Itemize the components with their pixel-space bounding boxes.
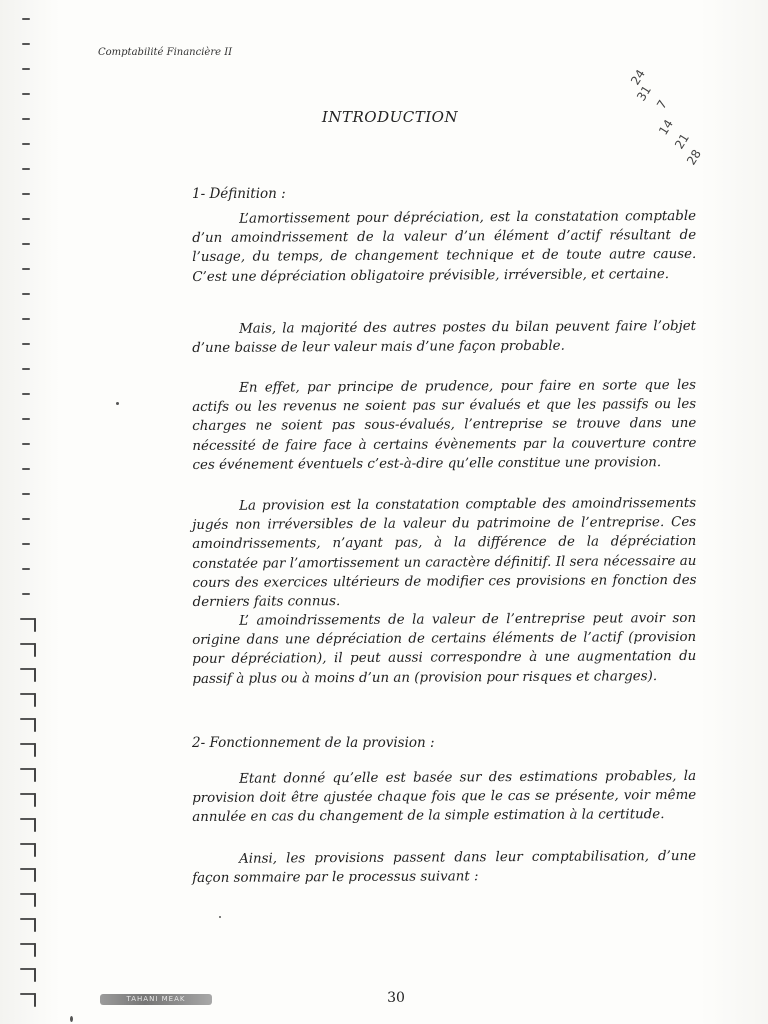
- running-head: Comptabilité Financière II: [98, 47, 233, 58]
- binding-mark: [22, 443, 30, 445]
- handwritten-note: 7: [654, 97, 670, 112]
- binding-hook: [34, 993, 36, 1007]
- binding-mark: [22, 393, 30, 395]
- binding-hook: [34, 618, 36, 632]
- section-heading-fonctionnement: 2- Fonctionnement de la provision :: [192, 735, 435, 751]
- binding-mark: [22, 93, 30, 95]
- handwritten-note: 31: [634, 83, 654, 104]
- spiral-binding: [0, 0, 48, 1024]
- binding-hook: [34, 968, 36, 982]
- handwritten-notes: [622, 58, 712, 178]
- section-heading-definition: 1- Définition :: [192, 186, 286, 202]
- binding-hook: [34, 693, 36, 707]
- paragraph: En effet, par principe de prudence, pour faire en sorte que les actifs ou les revenus ne soient pas sur évalués et que les passifs ou les charges ne soient pas sous-évalués, l’entreprise se trouve dans une nécessité de faire face à certains évènements par la couverture contre ces événement éventuels c’est-à-dire qu’elle constitue une provision.: [192, 377, 697, 473]
- paper-speck: [219, 916, 221, 918]
- page-title: INTRODUCTION: [321, 108, 459, 126]
- binding-mark: [22, 293, 30, 295]
- paragraph: Etant donné qu’elle est basée sur des estimations probables, la provision doit être ajustée chaque fois que le cas se présente, voir même annulée en cas du changement de la simple estimation à la certitude.: [192, 768, 697, 826]
- binding-mark: [22, 343, 30, 345]
- binding-mark: [22, 143, 30, 145]
- binding-mark: [22, 243, 30, 245]
- binding-mark: [22, 118, 30, 120]
- binding-mark: [22, 168, 30, 170]
- handwritten-note: 28: [684, 147, 704, 168]
- binding-mark: [22, 18, 30, 20]
- binding-hook: [34, 868, 36, 882]
- binding-mark: [22, 368, 30, 370]
- handwritten-note: 14: [656, 117, 676, 138]
- binding-mark: [22, 418, 30, 420]
- binding-hook: [34, 793, 36, 807]
- binding-hook: [34, 818, 36, 832]
- binding-mark: [22, 68, 30, 70]
- page-number: 30: [387, 990, 405, 1006]
- binding-hook: [34, 943, 36, 957]
- binding-mark: [22, 568, 30, 570]
- binding-mark: [22, 218, 30, 220]
- paper-speck: [70, 1016, 73, 1022]
- binding-hook: [34, 918, 36, 932]
- binding-mark: [22, 468, 30, 470]
- binding-mark: [22, 493, 30, 495]
- binding-mark: [22, 268, 30, 270]
- binding-hook: [34, 893, 36, 907]
- footer-stamp: TAHANI MEAK: [100, 994, 212, 1005]
- binding-hook: [34, 668, 36, 682]
- handwritten-note: 24: [628, 67, 648, 88]
- binding-mark: [22, 193, 30, 195]
- binding-hook: [34, 768, 36, 782]
- binding-mark: [22, 43, 30, 45]
- paragraph: L’ amoindrissements de la valeur de l’entreprise peut avoir son origine dans une dépréciation de certains éléments de l’actif (provision pour dépréciation), il peut aussi correspondre à une augmentation du passif à plus ou à moins d’un an (provision pour risques et charges).: [192, 610, 697, 687]
- binding-hook: [34, 843, 36, 857]
- paragraph: La provision est la constatation comptable des amoindrissements jugés non irréversibles de la valeur du patrimoine de l’entreprise. Ces amoindrissements, n’ayant pas, à la différence de la dépréciation constatée par l’amortissement un caractère définitif. Il sera nécessaire au cours des exercices ultérieurs de modifier ces provisions en fonction des derniers faits connus.: [192, 495, 697, 611]
- handwritten-note: 21: [672, 131, 692, 152]
- paper-speck: [116, 402, 119, 405]
- binding-mark: [22, 543, 30, 545]
- binding-hook: [34, 718, 36, 732]
- paragraph: L’amortissement pour dépréciation, est la constatation comptable d’un amoindrissement de la valeur d’un élément d’actif résultant de l’usage, du temps, de changement technique et de toute autre cause. C’est une dépréciation obligatoire prévisible, irréversible, et certaine.: [192, 208, 697, 285]
- binding-mark: [22, 318, 30, 320]
- binding-hook: [34, 643, 36, 657]
- paragraph: Ainsi, les provisions passent dans leur comptabilisation, d’une façon sommaire par le processus suivant :: [192, 848, 697, 887]
- binding-mark: [22, 593, 30, 595]
- binding-mark: [22, 518, 30, 520]
- paragraph: Mais, la majorité des autres postes du bilan peuvent faire l’objet d’une baisse de leur valeur mais d’une façon probable.: [192, 318, 697, 357]
- binding-hook: [34, 743, 36, 757]
